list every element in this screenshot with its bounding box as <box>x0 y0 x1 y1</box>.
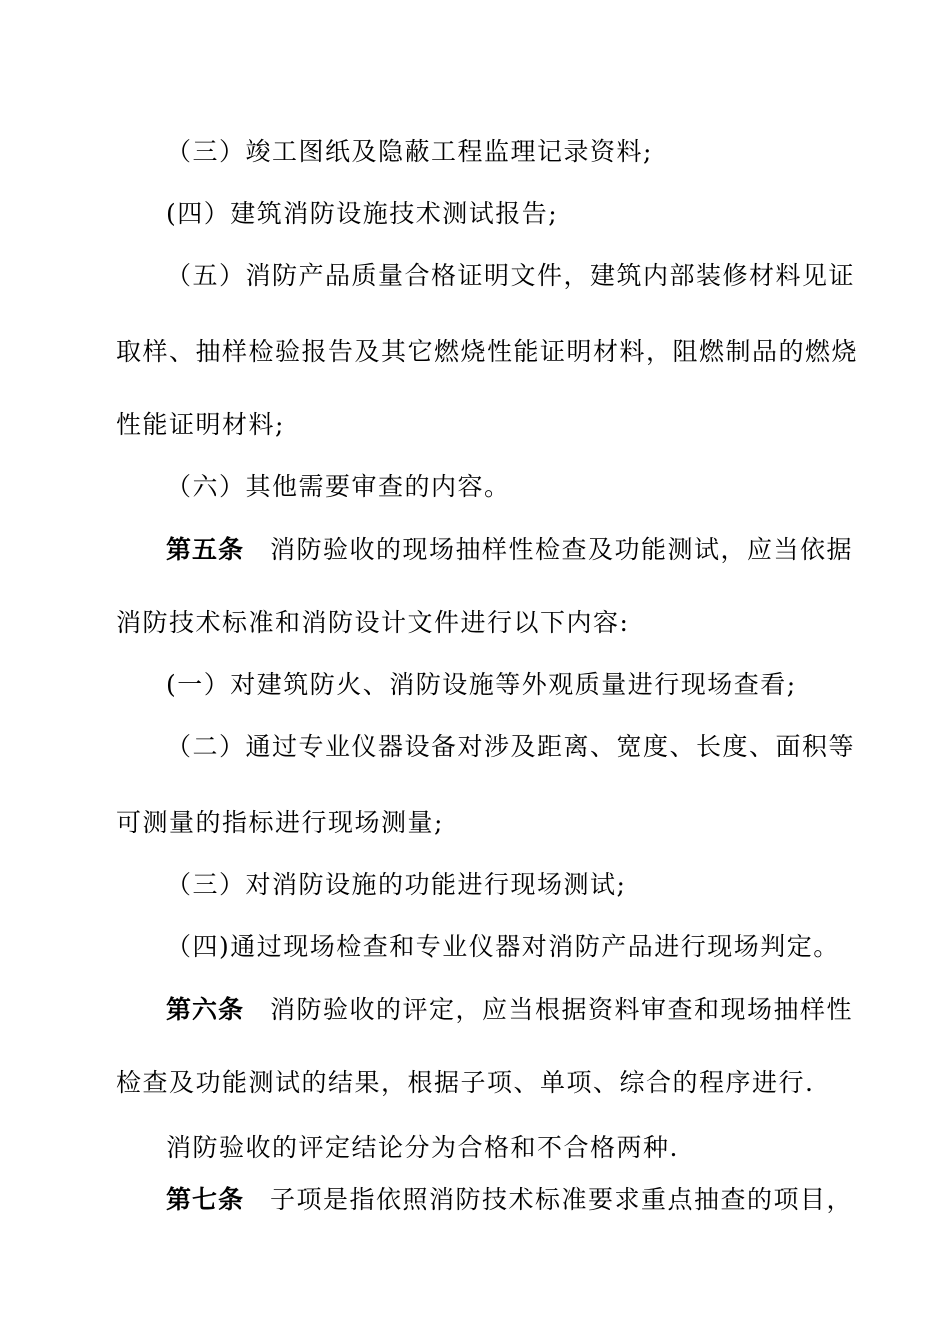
article-5-line-1 <box>166 533 854 567</box>
article-text: 消防验收的评定结论分为合格和不合格两种. <box>166 1133 679 1162</box>
clause-item-5-line-1 <box>166 259 856 293</box>
inspection-item-3 <box>166 868 836 902</box>
inspection-item-1 <box>166 668 836 702</box>
inspection-item-4 <box>166 930 840 964</box>
clause-item-5-line-2 <box>116 335 859 369</box>
clause-text: (四）建筑消防设施技术测试报告; <box>166 199 559 228</box>
clause-text: （三）对消防设施的功能进行现场测试; <box>166 870 627 899</box>
clause-text: （五）消防产品质量合格证明文件，建筑内部装修材料见证 <box>166 261 856 290</box>
inspection-item-2-line-2 <box>116 806 836 840</box>
inspection-item-2-line-1 <box>166 730 856 764</box>
article-6-line-1 <box>166 993 854 1027</box>
article-6-line-2 <box>116 1066 836 1100</box>
clause-item-4 <box>166 197 836 231</box>
clause-item-5-line-3 <box>116 408 836 442</box>
clause-text: (一）对建筑防火、消防设施等外观质量进行现场查看; <box>166 670 797 699</box>
article-5-label: 第五条 <box>166 535 245 564</box>
clause-text: （三）竣工图纸及隐蔽工程监理记录资料; <box>166 137 653 166</box>
clause-text: 取样、抽样检验报告及其它燃烧性能证明材料，阻燃制品的燃烧 <box>116 337 859 366</box>
clause-text: 可测量的指标进行现场测量; <box>116 808 444 837</box>
article-6-conclusion <box>166 1131 836 1165</box>
article-text: 消防验收的现场抽样性检查及功能测试，应当依据 <box>270 535 854 564</box>
article-6-label: 第六条 <box>166 995 245 1024</box>
article-text: 子项是指依照消防技术标准要求重点抽查的项目， <box>270 1185 854 1214</box>
article-text: 消防技术标准和消防设计文件进行以下内容: <box>116 608 630 637</box>
article-7-label: 第七条 <box>166 1185 245 1214</box>
clause-text: （四)通过现场检查和专业仪器对消防产品进行现场判定。 <box>166 932 840 961</box>
clause-text: （六）其他需要审查的内容。 <box>166 472 511 501</box>
article-7-line-1 <box>166 1183 854 1217</box>
clause-item-3 <box>166 135 836 169</box>
clause-item-6 <box>166 470 836 504</box>
clause-text: （二）通过专业仪器设备对涉及距离、宽度、长度、面积等 <box>166 732 856 761</box>
article-5-line-2 <box>116 606 836 640</box>
clause-text: 性能证明材料; <box>116 410 285 439</box>
article-text: 检查及功能测试的结果，根据子项、单项、综合的程序进行. <box>116 1068 815 1097</box>
article-text: 消防验收的评定，应当根据资料审查和现场抽样性 <box>270 995 854 1024</box>
